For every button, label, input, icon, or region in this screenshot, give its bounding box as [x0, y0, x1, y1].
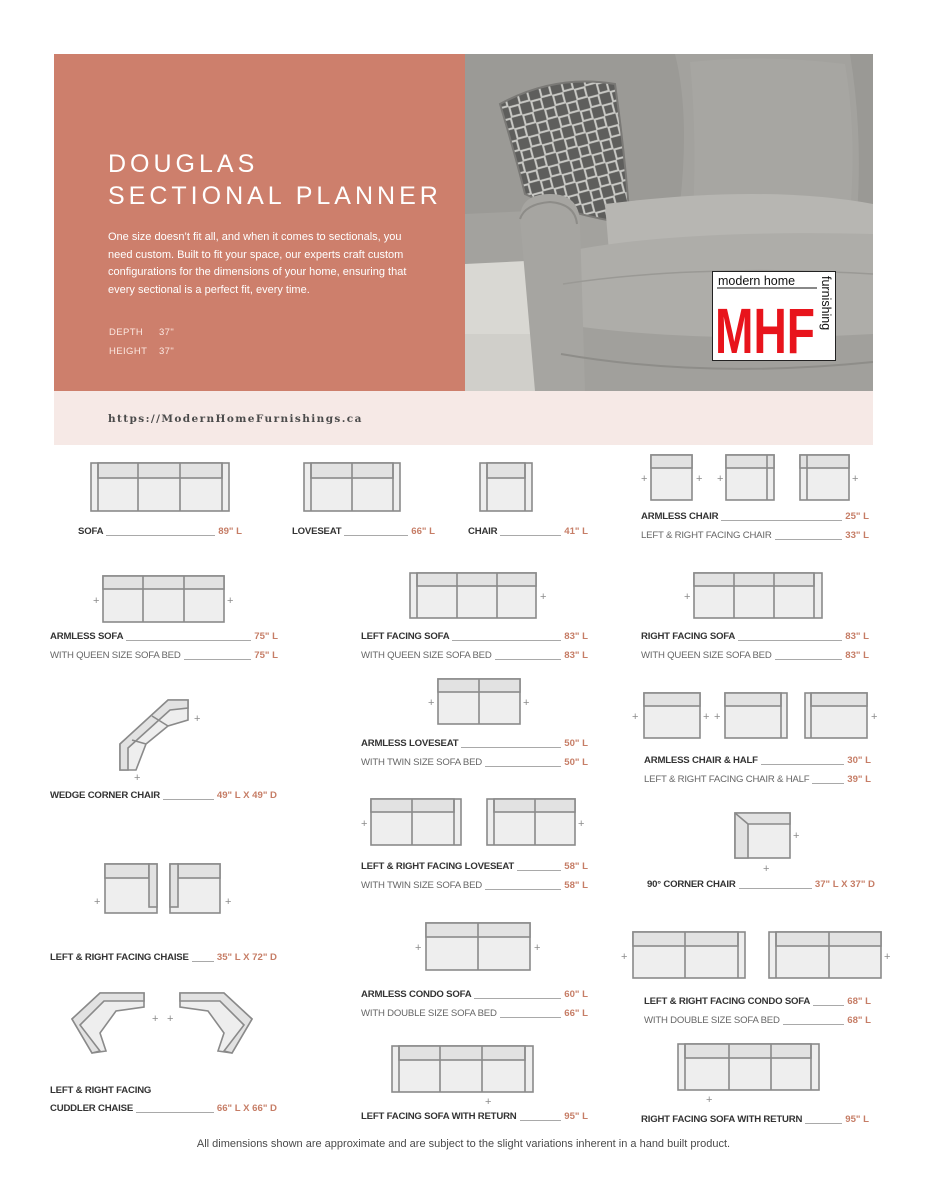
- right-facing-sofa-return-icon: [677, 1043, 821, 1105]
- dim-right-facing-sofa: RIGHT FACING SOFA 83" L: [641, 631, 869, 642]
- svg-text:+: +: [793, 830, 800, 842]
- website-url[interactable]: https://ModernHomeFurnishings.ca: [108, 413, 363, 425]
- sofa-icon: [90, 462, 230, 512]
- dim-left-facing-sofa: LEFT FACING SOFA 83" L: [361, 631, 588, 642]
- dim-rf-sofa-return: RIGHT FACING SOFA WITH RETURN 95" L: [641, 1114, 869, 1125]
- dim-armless-chair: ARMLESS CHAIR 25" L: [641, 511, 869, 522]
- dim-loveseat: LOVESEAT 66" L: [292, 526, 435, 537]
- cuddler-chaise-icons: [70, 991, 256, 1057]
- svg-text:+: +: [871, 711, 878, 723]
- dim-wedge-corner-chair: WEDGE CORNER CHAIR 49" L X 49" D: [50, 790, 277, 801]
- dim-armless-sofa-sub: WITH QUEEN SIZE SOFA BED 75" L: [50, 650, 278, 661]
- svg-text:+: +: [703, 711, 710, 723]
- svg-text:+: +: [93, 595, 100, 607]
- svg-text:+: +: [696, 473, 703, 485]
- dim-armless-chair-half-sub: LEFT & RIGHT FACING CHAIR & HALF 39" L: [644, 774, 871, 785]
- dim-lf-sofa-return: LEFT FACING SOFA WITH RETURN 95" L: [361, 1111, 588, 1122]
- dim-armless-chair-half: ARMLESS CHAIR & HALF 30" L: [644, 755, 871, 766]
- svg-text:+: +: [763, 863, 770, 875]
- svg-text:+: +: [167, 1013, 174, 1025]
- svg-text:+: +: [714, 711, 721, 723]
- dim-left-facing-sofa-sub: WITH QUEEN SIZE SOFA BED 83" L: [361, 650, 588, 661]
- wedge-corner-chair-icon: [116, 696, 212, 782]
- dim-lr-condo-sofa-sub: WITH DOUBLE SIZE SOFA BED 68" L: [644, 1015, 871, 1026]
- svg-text:+: +: [225, 896, 232, 908]
- armless-condo-sofa-icon: [414, 922, 544, 972]
- svg-text:+: +: [227, 595, 234, 607]
- chair-icon: [479, 462, 533, 512]
- svg-text:+: +: [852, 473, 859, 485]
- right-facing-sofa-icon: [683, 572, 825, 620]
- dim-chair: CHAIR 41" L: [468, 526, 588, 537]
- left-facing-sofa-icon: [409, 572, 551, 620]
- svg-text:+: +: [540, 591, 547, 603]
- footer-disclaimer: All dimensions shown are approximate and are subject to the slight variations inherent in a hand built product.: [196, 1138, 731, 1150]
- svg-text:+: +: [415, 942, 422, 954]
- svg-text:+: +: [361, 818, 368, 830]
- dim-right-facing-sofa-sub: WITH QUEEN SIZE SOFA BED 83" L: [641, 650, 869, 661]
- dim-lr-condo-sofa: LEFT & RIGHT FACING CONDO SOFA 68" L: [644, 996, 871, 1007]
- dim-cuddler-chaise-line1: LEFT & RIGHT FACING: [50, 1085, 152, 1096]
- svg-text:+: +: [706, 1094, 713, 1106]
- armless-sofa-icon: [92, 575, 237, 625]
- dim-armless-chair-sub: LEFT & RIGHT FACING CHAIR 33" L: [641, 530, 869, 541]
- svg-text:+: +: [194, 713, 201, 725]
- dim-armless-condo-sofa-sub: WITH DOUBLE SIZE SOFA BED 66" L: [361, 1008, 588, 1019]
- dim-armless-loveseat-sub: WITH TWIN SIZE SOFA BED 50" L: [361, 757, 588, 768]
- svg-text:+: +: [428, 697, 435, 709]
- left-right-condo-sofa-icons: [620, 931, 896, 981]
- left-right-loveseat-icons: [361, 798, 591, 848]
- svg-text:MHF: MHF: [715, 295, 815, 360]
- svg-text:+: +: [94, 896, 101, 908]
- dim-armless-condo-sofa: ARMLESS CONDO SOFA 60" L: [361, 989, 588, 1000]
- dim-lr-loveseat: LEFT & RIGHT FACING LOVESEAT 58" L: [361, 861, 588, 872]
- corner-chair-90-icon: [734, 812, 806, 876]
- mhf-logo: [712, 271, 836, 361]
- dim-corner-chair-90: 90° CORNER CHAIR 37" L X 37" D: [647, 879, 875, 890]
- hero-panel: [54, 54, 465, 391]
- left-right-chaise-icons: [93, 863, 243, 915]
- dim-armless-loveseat: ARMLESS LOVESEAT 50" L: [361, 738, 588, 749]
- svg-text:+: +: [684, 591, 691, 603]
- loveseat-icon: [303, 462, 401, 512]
- svg-text:+: +: [578, 818, 585, 830]
- armless-loveseat-icon: [427, 678, 549, 726]
- armless-chair-half-icons: [631, 692, 881, 742]
- dim-lr-loveseat-sub: WITH TWIN SIZE SOFA BED 58" L: [361, 880, 588, 891]
- svg-text:+: +: [641, 473, 648, 485]
- dim-lr-chaise: LEFT & RIGHT FACING CHAISE 35" L X 72" D: [50, 952, 277, 963]
- left-facing-sofa-return-icon: [391, 1045, 535, 1107]
- svg-text:+: +: [523, 697, 530, 709]
- svg-text:+: +: [485, 1096, 492, 1108]
- svg-text:+: +: [621, 951, 628, 963]
- dim-sofa: SOFA 89" L: [78, 526, 242, 537]
- spec-depth: DEPTH 37": [109, 327, 175, 338]
- dim-armless-sofa: ARMLESS SOFA 75" L: [50, 631, 278, 642]
- page-title: DOUGLAS SECTIONAL PLANNER: [108, 150, 442, 210]
- svg-text:modern home: modern home: [718, 274, 796, 288]
- dim-cuddler-chaise: CUDDLER CHAISE 66" L X 66" D: [50, 1103, 277, 1114]
- svg-text:+: +: [632, 711, 639, 723]
- svg-text:furnishing: furnishing: [819, 276, 833, 331]
- svg-text:+: +: [884, 951, 891, 963]
- spec-height: HEIGHT 37": [109, 346, 175, 357]
- svg-text:+: +: [534, 942, 541, 954]
- armless-chair-icons: [640, 454, 862, 502]
- svg-text:+: +: [152, 1013, 159, 1025]
- svg-text:+: +: [717, 473, 724, 485]
- intro-text: One size doesn’t fit all, and when it comes to sectionals, you need custom. Built to fit your space, our experts craft custom configurations for the dimensions of your home, ensuring that every sectional is a perfect fit, every time.: [108, 231, 407, 296]
- svg-text:+: +: [134, 772, 141, 784]
